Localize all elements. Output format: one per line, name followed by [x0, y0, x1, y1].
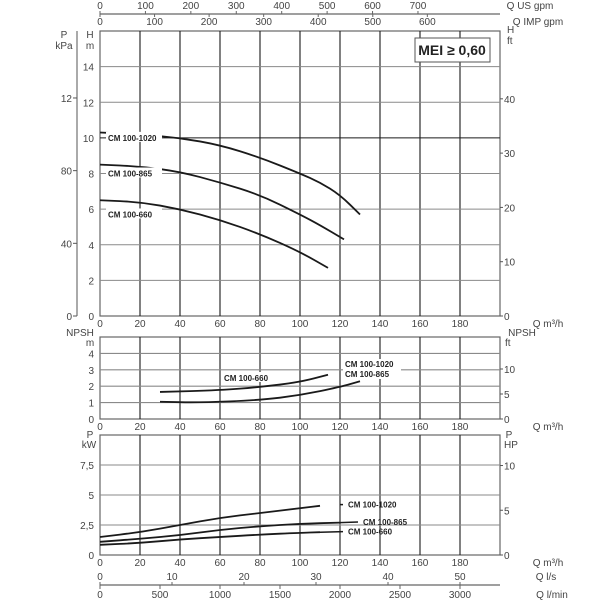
- lmin-tick-label: 0: [97, 590, 103, 600]
- npsh-m-unit: m: [85, 338, 95, 349]
- us-gpm-tick-label: 400: [273, 1, 291, 12]
- npsh-curve-panel: [66, 328, 563, 433]
- hp-tick-label: 5: [504, 506, 510, 518]
- ft-tick-label: 10: [504, 257, 516, 269]
- x-tick-label: 0: [97, 558, 103, 569]
- x-tick-label: 120: [331, 319, 349, 330]
- imp-gpm-tick-label: 100: [146, 17, 163, 28]
- npsh-m-tick-label: 1: [88, 398, 94, 410]
- hp-axis-unit: HP: [504, 440, 518, 451]
- kw-tick-label: 2,5: [80, 521, 94, 532]
- x-tick-label: 40: [174, 422, 186, 433]
- x-tick-label: 160: [411, 558, 429, 569]
- series-label: CM 100-660: [108, 210, 153, 220]
- us-gpm-tick-label: 500: [318, 1, 336, 12]
- x-tick-label: 160: [411, 422, 429, 433]
- x-tick-label: 60: [214, 422, 226, 433]
- x-tick-label: 160: [411, 319, 429, 330]
- ft-axis-unit: ft: [507, 36, 513, 47]
- label-leader: [340, 522, 358, 523]
- us-gpm-tick-label: 100: [137, 1, 154, 12]
- us-gpm-unit: Q US gpm: [506, 1, 554, 12]
- lmin-tick-label: 3000: [448, 590, 472, 600]
- x-tick-label: 40: [174, 558, 186, 569]
- kw-tick-label: 5: [88, 491, 94, 502]
- p-axis-title: P: [60, 30, 68, 41]
- h-m-tick-label: 10: [82, 133, 94, 145]
- x-tick-label: 140: [371, 422, 389, 433]
- lmin-tick-label: 2500: [388, 590, 412, 600]
- hp-tick-label: 0: [504, 551, 510, 562]
- series-label: CM 100-1020: [108, 133, 157, 143]
- x-tick-label: 0: [97, 422, 103, 433]
- us-gpm-tick-label: 300: [227, 1, 245, 12]
- ls-tick-label: 50: [454, 572, 466, 583]
- lmin-tick-label: 1000: [208, 590, 232, 600]
- x-tick-label: 20: [134, 422, 146, 433]
- kpa-tick-label: 0: [66, 312, 72, 323]
- kpa-axis-unit: kPa: [55, 41, 73, 52]
- x-tick-label: 40: [174, 319, 186, 330]
- series-label: CM 100-1020: [348, 500, 397, 510]
- bottom-flow-axes: [97, 572, 568, 600]
- h-m-tick-label: 0: [88, 312, 94, 323]
- us-gpm-tick-label: 600: [364, 1, 381, 12]
- x-tick-label: 20: [134, 558, 146, 569]
- npsh-ft-axis-title: NPSH: [508, 328, 536, 339]
- kw-tick-label: 0: [88, 551, 94, 562]
- x-tick-label: 100: [291, 319, 309, 330]
- lmin-axis-unit: Q l/min: [536, 590, 568, 600]
- x-tick-label: 140: [371, 558, 389, 569]
- npsh-ft-unit: ft: [505, 338, 511, 349]
- p-kw-axis-title: P: [86, 430, 94, 441]
- ls-axis-unit: Q l/s: [535, 572, 557, 583]
- ft-tick-label: 10: [504, 365, 516, 377]
- imp-gpm-tick-label: 200: [200, 17, 218, 28]
- ft-tick-label: 30: [504, 149, 516, 161]
- kw-axis-unit: kW: [81, 440, 97, 451]
- npsh-m-tick-label: 2: [88, 382, 94, 394]
- hp-tick-label: 10: [504, 461, 516, 473]
- ft-tick-label: 0: [504, 415, 510, 426]
- us-gpm-tick-label: 200: [182, 1, 200, 12]
- imp-gpm-tick-label: 300: [255, 17, 273, 28]
- series-label: CM 100-660: [224, 374, 269, 383]
- h-axis-title: H: [86, 30, 94, 41]
- x-tick-label: 120: [331, 422, 349, 433]
- top-flow-axes: [97, 1, 563, 28]
- x-tick-label: 140: [371, 319, 389, 330]
- lmin-tick-label: 500: [151, 590, 169, 600]
- kpa-tick-label: 12: [60, 93, 72, 105]
- x-axis-unit: Q m³/h: [532, 558, 564, 569]
- x-tick-label: 60: [214, 319, 226, 330]
- lmin-tick-label: 1500: [268, 590, 292, 600]
- h-ft-axis-title: H: [507, 25, 515, 36]
- ls-tick-label: 10: [166, 572, 178, 583]
- us-gpm-tick-label: 0: [97, 1, 103, 12]
- ft-tick-label: 40: [504, 94, 516, 106]
- imp-gpm-tick-label: 500: [364, 17, 382, 28]
- p-hp-axis-title: P: [505, 430, 513, 441]
- imp-gpm-tick-label: 400: [309, 17, 327, 28]
- x-tick-label: 120: [331, 558, 349, 569]
- ls-tick-label: 20: [238, 572, 250, 583]
- x-tick-label: 180: [451, 319, 469, 330]
- npsh-axis-title: NPSH: [66, 328, 94, 339]
- kpa-tick-label: 40: [60, 239, 72, 251]
- npsh-m-tick-label: 0: [88, 415, 94, 426]
- kpa-tick-label: 80: [60, 166, 72, 178]
- label-leader: [320, 532, 343, 533]
- imp-gpm-unit: Q IMP gpm: [512, 17, 564, 28]
- imp-gpm-tick-label: 0: [97, 17, 103, 28]
- h-m-tick-label: 2: [88, 276, 94, 288]
- lmin-tick-label: 2000: [328, 590, 352, 600]
- x-axis-unit: Q m³/h: [532, 422, 564, 433]
- ft-tick-label: 0: [504, 312, 510, 323]
- head-curve-panel: [55, 25, 563, 330]
- h-m-tick-label: 12: [82, 98, 94, 110]
- x-tick-label: 80: [254, 422, 266, 433]
- x-tick-label: 80: [254, 319, 266, 330]
- us-gpm-tick-label: 700: [409, 1, 427, 12]
- m-axis-unit: m: [85, 41, 95, 52]
- power-curve-panel: [80, 430, 563, 569]
- x-tick-label: 180: [451, 558, 469, 569]
- kw-tick-label: 7,5: [80, 461, 94, 472]
- npsh-m-tick-label: 3: [88, 365, 94, 377]
- x-tick-label: 0: [97, 319, 103, 330]
- ls-tick-label: 0: [97, 572, 103, 583]
- x-tick-label: 60: [214, 558, 226, 569]
- series-label: CM 100-1020: [345, 360, 394, 369]
- h-m-tick-label: 4: [88, 240, 94, 252]
- ft-tick-label: 20: [504, 203, 516, 215]
- x-tick-label: 180: [451, 422, 469, 433]
- ls-tick-label: 30: [310, 572, 322, 583]
- ls-tick-label: 40: [382, 572, 394, 583]
- h-m-tick-label: 6: [88, 205, 94, 217]
- npsh-m-tick-label: 4: [88, 349, 94, 361]
- series-label: CM 100-865: [363, 518, 408, 527]
- h-m-tick-label: 14: [82, 62, 94, 74]
- x-tick-label: 100: [291, 558, 309, 569]
- mei-badge-text: MEI ≥ 0,60: [418, 42, 486, 58]
- series-label: CM 100-865: [108, 169, 153, 179]
- x-tick-label: 80: [254, 558, 266, 569]
- x-tick-label: 100: [291, 422, 309, 433]
- x-axis-unit: Q m³/h: [532, 319, 564, 330]
- power-curve-cm-100-1020: [100, 506, 320, 537]
- series-label: CM 100-865: [345, 370, 390, 379]
- ft-tick-label: 5: [504, 390, 510, 402]
- x-tick-label: 20: [134, 319, 146, 330]
- series-label: CM 100-660: [348, 527, 393, 537]
- h-m-tick-label: 8: [88, 169, 94, 181]
- imp-gpm-tick-label: 600: [418, 17, 436, 28]
